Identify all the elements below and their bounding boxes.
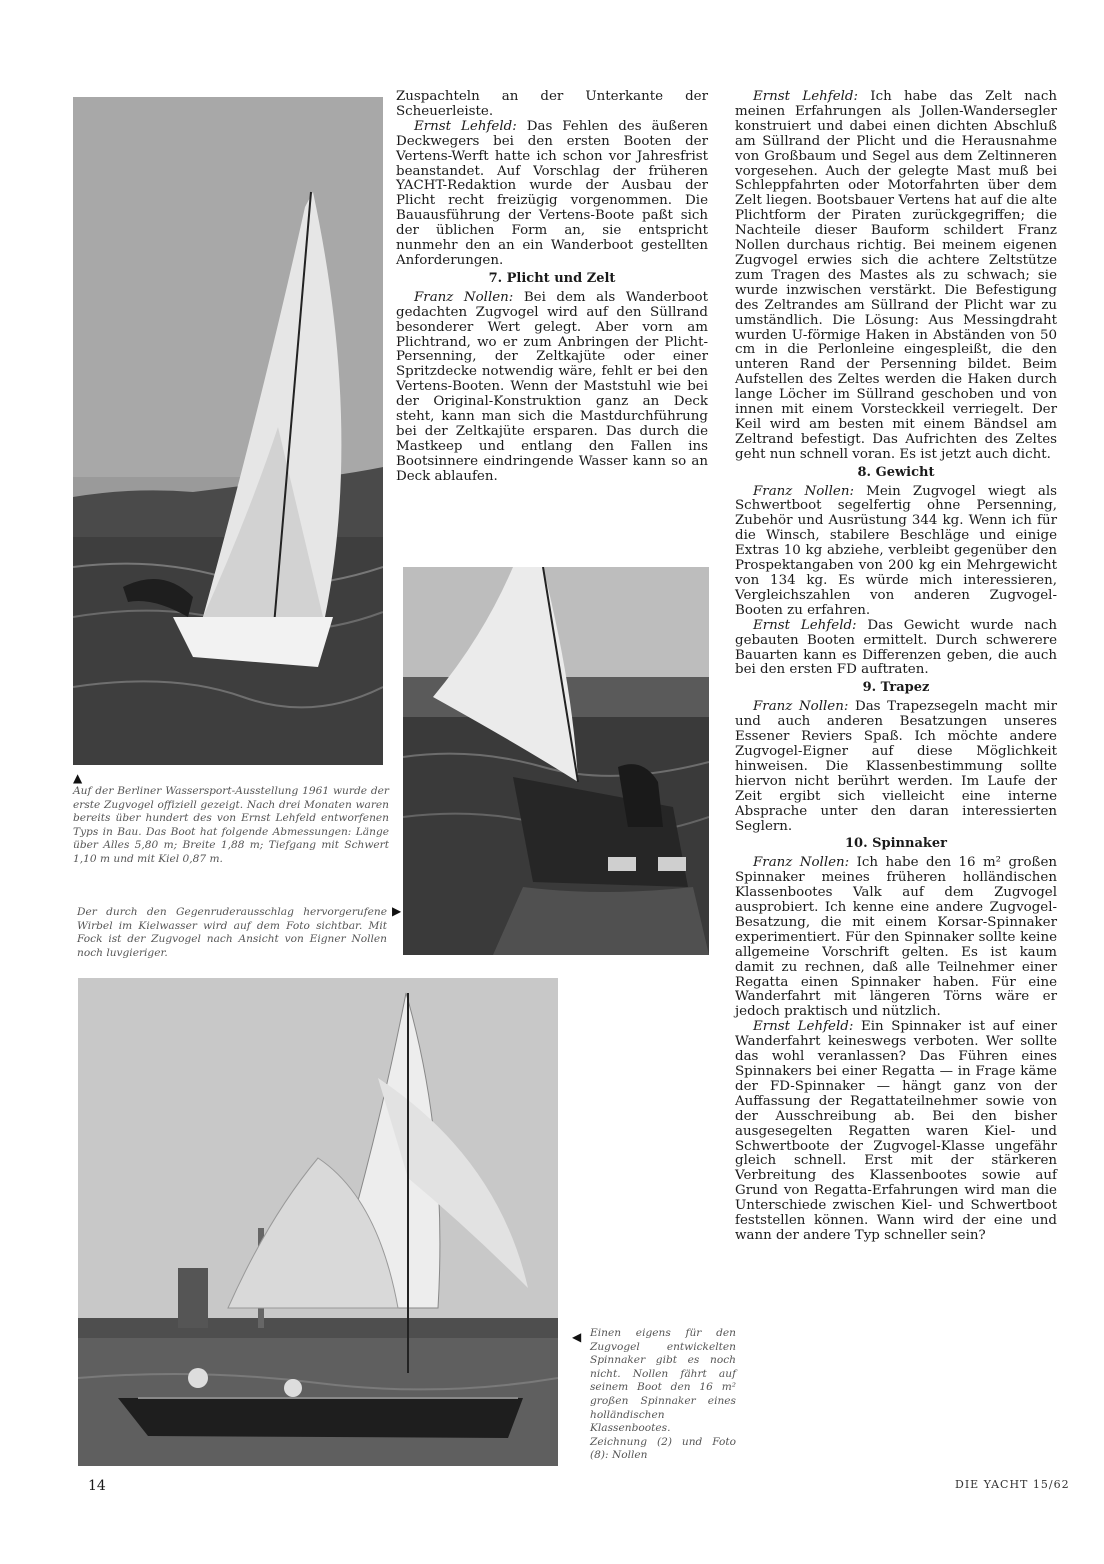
caption-marker-left: ◀: [572, 1330, 582, 1344]
paragraph: [735, 1020, 1057, 1244]
speaker-name: Ernst Lehfeld:: [753, 617, 857, 633]
speaker-name: Franz Nollen:: [753, 483, 854, 499]
speaker-name: Ernst Lehfeld:: [753, 89, 859, 104]
photo-caption-1: [73, 785, 389, 867]
section-heading: 7. Plicht und Zelt: [488, 270, 616, 286]
speaker-name: Ernst Lehfeld:: [414, 118, 517, 134]
photo-sailboat-wake: [403, 567, 709, 955]
paragraph-text: Ich habe das Zelt nach meinen Erfahrungen als Jollen-Wandersegler konstruiert und dabei einen dichten Abschluß am Süllrand der Plicht und die Herausnahme von Großbaum und Segel aus dem Zeltinneren vorgesehen. Auch der gelegte Mast muß bei Schleppfahrten oder Motorfahrten über dem Zelt liegen. Bootsbauer Vertens hat auf die alte Plichtform der Piraten zurückgegriffen; die Nachteile dieser Bauform schildert Franz Nollen durchaus richtig. Bei meinem eigenen Zugvogel erwies sich die achtere Zeltstütze zum Tragen des Mastes als zu schwach; sie wurde inzwischen verstärkt. Die Befestigung des Zeltrandes am Süllrand der Plicht war zu umständlich. Die Lösung: Aus Messingdraht wurden U-förmige Haken in Abständen von 50 cm in die Perlonleine eingespleißt, die den unteren Rand der Persenning bildet. Beim Aufstellen des Zeltes werden die Haken durch lange Löcher im Süllrand geschoben und von innen mit einem Vorsteckkeil verriegelt. Der Keil wird am besten mit einem Bändsel am Zeltrand befestigt. Das Aufrichten des Zeltes geht nun schnell voran. Es ist jetzt auch dicht.: [735, 89, 1057, 462]
section-heading: 9. Trapez: [862, 680, 930, 696]
paragraph-text: Das Gewicht wurde nach gebauten Booten ermittelt. Durch schwerere Bauarten kann es Differenzen geben, die auch bei den ersten FD auftraten.: [735, 617, 1058, 678]
paragraph-text: Bei dem als Wanderboot gedachten Zugvogel wird auf den Süllrand besonderer Wert gelegt. Aber vorn am Plichtrand, wo er zum Anbringen der Plicht-Persenning, der Zeltkajüte oder einer Spritzdecke notwendig wäre, fehlt er bei den Vertens-Booten. Wenn der Maststuhl wie bei der Original-Konstruktion ganz an Deck steht, kann man sich die Mastdurchführung bei der Zeltkajüte ersparen. Das durch die Mastkeep und entlang den Fallen ins Bootsinnere eindringende Wasser kann so an Deck ablaufen.: [396, 289, 708, 484]
paragraph: [735, 700, 1057, 834]
text-column-middle: [396, 90, 708, 485]
paragraph: [396, 120, 708, 269]
paragraph-text: Mein Zugvogel wiegt als Schwertboot segelfertig ohne Persenning, Zubehör und Ausrüstung 344 kg. Wenn ich für die Winsch, stabilere Beschläge und einige Extras 10 kg abziehe, verbleibt gegenüber den Prospektangaben von 200 kg ein Mehrgewicht von 134 kg. Es würde mich interessieren, Vergleichszahlen von anderen Zugvogel-Booten zu erfahren.: [735, 483, 1058, 618]
paragraph: [396, 291, 708, 485]
caption-text: Der durch den Gegenruderausschlag hervorgerufene Wirbel im Kielwasser wird auf dem Foto sichtbar. Mit Fock ist der Zugvogel nach Ansicht von Eigner Nollen noch luvgieriger.: [77, 906, 387, 959]
photo-spinnaker: [78, 978, 558, 1466]
paragraph: [735, 619, 1057, 679]
section-heading: 8. Gewicht: [857, 464, 935, 480]
paragraph-text: Ich habe den 16 m² großen Spinnaker meines früheren holländischen Klassenbootes Valk auf dem Zugvogel ausprobiert. Ich kenne eine andere Zugvogel-Besatzung, die mit einem Korsar-Spinnaker experimentiert. Für den Spinnaker sollte keine allgemeine Vorschrift gelten. Es ist kaum damit zu rechnen, daß alle Teilnehmer einer Regatta einen Spinnaker haben. Für eine Wanderfahrt mit längeren Törns wäre er jedoch praktisch und nützlich.: [735, 855, 1058, 1020]
paragraph: [735, 856, 1057, 1020]
caption-marker-up: ▲: [73, 771, 83, 785]
speaker-name: Franz Nollen:: [753, 699, 849, 715]
page-number: 14: [88, 1478, 106, 1494]
paragraph-text: Ein Spinnaker ist auf einer Wanderfahrt keineswegs verboten. Wer sollte das wohl veranlassen? Das Führen eines Spinnakers bei einer Regatta — in Frage käme der FD-Spinnaker — hängt ganz von der Auffassung der Regattateilnehmer sowie von der Ausschreibung ab. Bei den bisher ausgesegelten Regatten waren Kiel- und Schwertboote der Zugvogel-Klasse ungefähr gleich schnell. Erst mit der stärkeren Verbreitung des Klassenbootes sowie auf Grund von Regatta-Erfahrungen wird man die Unterschiede zwischen Kiel- und Schwertboot feststellen können. Wann wird der eine und wann der andere Typ schneller sein?: [735, 1019, 1057, 1243]
section-heading: 10. Spinnaker: [844, 836, 947, 852]
speaker-name: Franz Nollen:: [414, 289, 514, 305]
paragraph: [735, 90, 1057, 463]
caption-credit: Zeichnung (2) und Foto (8): Nollen: [590, 1435, 736, 1462]
photo-caption-3: [590, 1327, 736, 1463]
caption-text: Auf der Berliner Wassersport-Ausstellung 1961 wurde der erste Zugvogel offiziell gezeigt. Nach drei Monaten waren bereits über hundert des von Ernst Lehfeld entworfenen Typs in Bau. Das Boot hat folgende Abmessungen: Länge über Alles 5,80 m; Breite 1,88 m; Tiefgang mit Schwert 1,10 m und mit Kiel 0,87 m.: [73, 785, 389, 865]
caption-text: Einen eigens für den Zugvogel entwickelten Spinnaker gibt es noch nicht. Nollen fährt auf seinem Boot den 16 m² großen Spinnaker eines holländischen Klassenbootes.: [590, 1327, 736, 1435]
caption-marker-right: ▶: [392, 904, 402, 918]
speaker-name: Ernst Lehfeld:: [753, 1019, 854, 1035]
paragraph-text: Das Fehlen des äußeren Deckwegers bei den ersten Booten der Vertens-Werft hatte ich schon vor Jahresfrist beanstandet. Auf Vorschlag der früheren YACHT-Redaktion wurde der Ausbau der Plicht recht freizügig vorgenommen. Die Bauausführung der Vertens-Boote paßt sich der üblichen Form an, sie entspricht nunmehr den an ein Wanderboot gestellten Anforderungen.: [396, 118, 708, 268]
speaker-name: Franz Nollen:: [753, 855, 850, 871]
paragraph: [735, 485, 1057, 619]
photo-caption-2: [77, 906, 387, 960]
text-column-right: [735, 90, 1057, 1244]
paragraph-text: Das Trapezsegeln macht mir und auch anderen Besatzungen unseres Essener Reviers Spaß. Ich möchte andere Zugvogel-Eigner auf diese Möglichkeit hinweisen. Die Klassenbestimmung sollte hiervon nicht berührt werden. Im Laufe der Zeit ergibt sich vielleicht eine interne Absprache unter den daran interessierten Seglern.: [735, 699, 1057, 834]
magazine-issue: DIE YACHT 15/62: [955, 1478, 1070, 1491]
photo-sailboat-heeling: [73, 97, 383, 765]
paragraph: Zuspachteln an der Unterkante der Scheuerleiste.: [396, 89, 708, 119]
